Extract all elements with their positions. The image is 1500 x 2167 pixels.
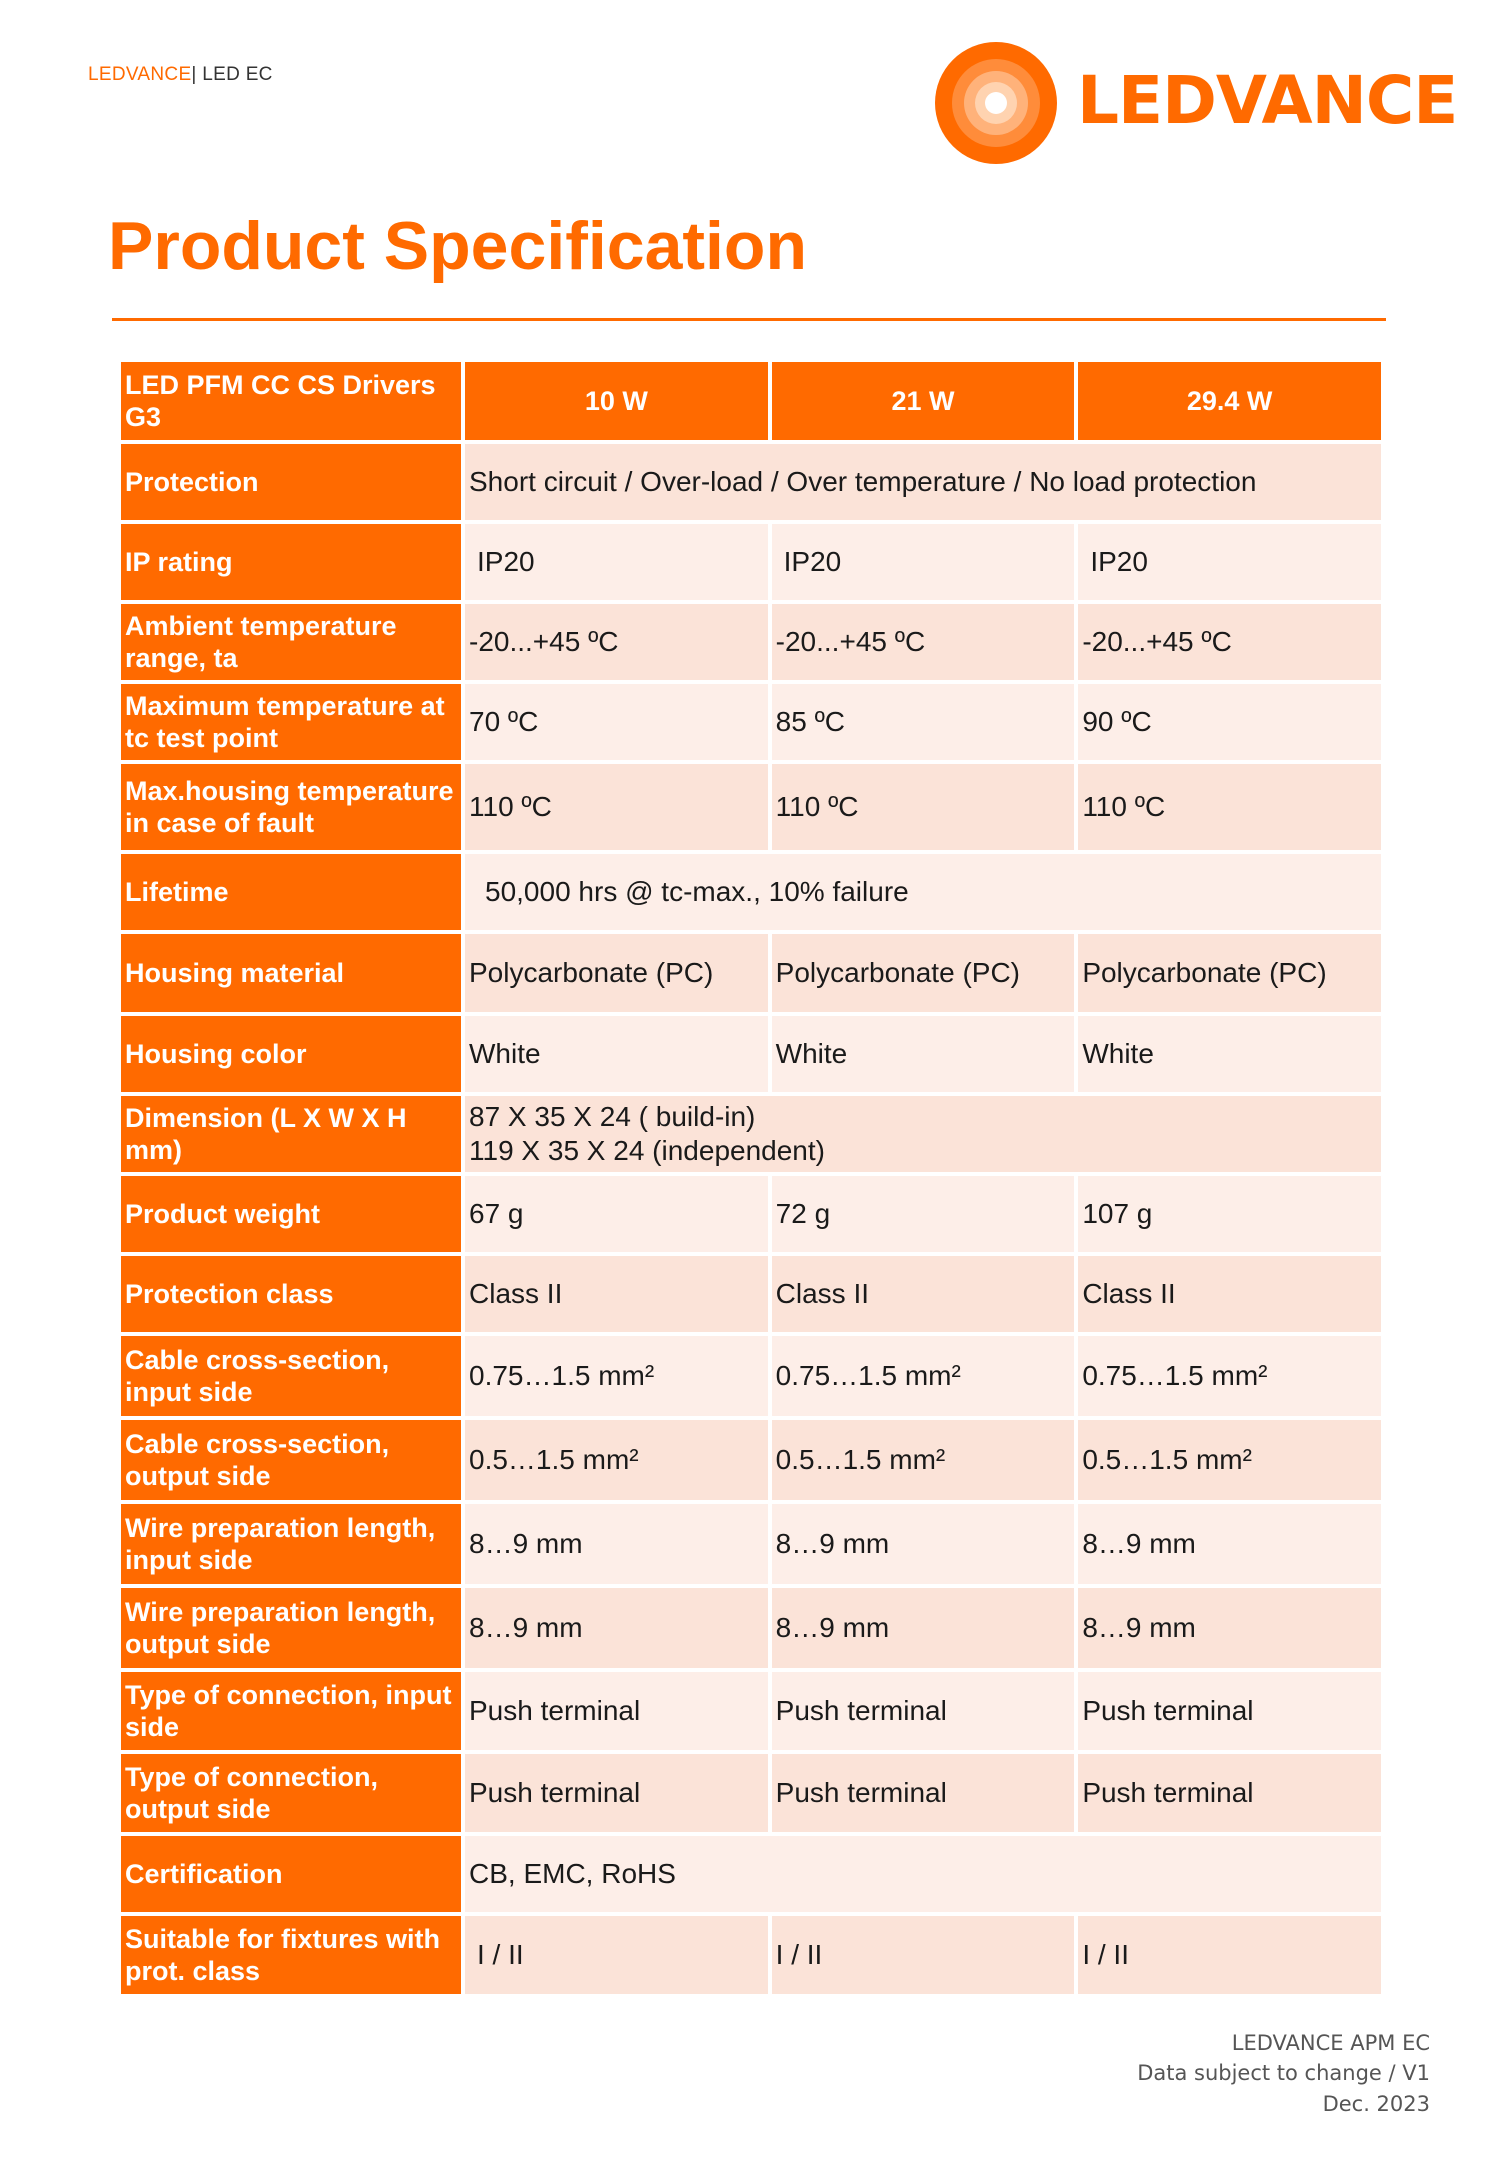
row-connection-input [121, 1672, 1381, 1750]
cell-21w: Polycarbonate (PC) [772, 934, 1075, 1012]
cell-10w: -20...+45 ºC [465, 604, 768, 680]
cell-10w: 8…9 mm [465, 1504, 768, 1584]
row-cable-output [121, 1420, 1381, 1500]
cell-29-4w: Class II [1078, 1256, 1381, 1332]
cell-21w: Push terminal [772, 1672, 1075, 1750]
row-dimension [121, 1096, 1381, 1172]
row-value-span [465, 1096, 1381, 1172]
row-suitable-fixtures [121, 1916, 1381, 1994]
logo-sun-icon [935, 42, 1057, 164]
cell-10w: 8…9 mm [465, 1588, 768, 1668]
row-label: Lifetime [121, 854, 461, 930]
row-wire-length-output [121, 1588, 1381, 1668]
row-label: Housing material [121, 934, 461, 1012]
cell-10w: 70 ºC [465, 684, 768, 760]
row-label: Dimension (L X W X H mm) [121, 1096, 461, 1172]
cell-29-4w: 8…9 mm [1078, 1588, 1381, 1668]
cell-29-4w: 0.75…1.5 mm² [1078, 1336, 1381, 1416]
brand-separator: | [191, 64, 197, 85]
spec-header-label: LED PFM CC CS Drivers G3 [121, 362, 461, 440]
row-label: Cable cross-section, input side [121, 1336, 461, 1416]
cell-21w: IP20 [772, 524, 1075, 600]
header-brandline [88, 64, 273, 86]
cell-29-4w: 90 ºC [1078, 684, 1381, 760]
row-max-housing-temperature [121, 764, 1381, 850]
row-wire-length-input [121, 1504, 1381, 1584]
dimension-build-in: 87 X 35 X 24 ( build-in) [469, 1101, 756, 1133]
column-21w: 21 W [772, 362, 1075, 440]
cell-29-4w: White [1078, 1016, 1381, 1092]
row-value-span: Short circuit / Over-load / Over temperature / No load protection [465, 444, 1381, 520]
cell-21w: I / II [772, 1916, 1075, 1994]
row-label: Type of connection, input side [121, 1672, 461, 1750]
row-cable-input [121, 1336, 1381, 1416]
cell-21w: 72 g [772, 1176, 1075, 1252]
row-max-temperature-tc [121, 684, 1381, 760]
cell-10w: Class II [465, 1256, 768, 1332]
brand-section: LED EC [196, 64, 273, 85]
spec-header-row [121, 362, 1381, 440]
ledvance-logo [935, 38, 1458, 168]
cell-10w: IP20 [465, 524, 768, 600]
row-label: Certification [121, 1836, 461, 1912]
cell-10w: 110 ºC [465, 764, 768, 850]
row-protection-class [121, 1256, 1381, 1332]
row-ambient-temperature [121, 604, 1381, 680]
row-label: Wire preparation length, input side [121, 1504, 461, 1584]
row-label: Maximum temperature at tc test point [121, 684, 461, 760]
cell-10w: Push terminal [465, 1672, 768, 1750]
cell-10w: 0.75…1.5 mm² [465, 1336, 768, 1416]
cell-10w: Push terminal [465, 1754, 768, 1832]
row-label: Suitable for fixtures with prot. class [121, 1916, 461, 1994]
row-product-weight [121, 1176, 1381, 1252]
cell-21w: 0.5…1.5 mm² [772, 1420, 1075, 1500]
row-value-span: 50,000 hrs @ tc-max., 10% failure [465, 854, 1381, 930]
page-footer [1137, 2028, 1430, 2119]
cell-29-4w: Push terminal [1078, 1754, 1381, 1832]
spec-table [117, 358, 1385, 1998]
row-label: Product weight [121, 1176, 461, 1252]
row-label: Type of connection, output side [121, 1754, 461, 1832]
cell-21w: Push terminal [772, 1754, 1075, 1832]
cell-21w: Class II [772, 1256, 1075, 1332]
cell-21w: White [772, 1016, 1075, 1092]
logo-wordmark: LEDVANCE [1077, 62, 1458, 139]
cell-29-4w: Polycarbonate (PC) [1078, 934, 1381, 1012]
footer-date: Dec. 2023 [1322, 2091, 1430, 2116]
dimension-independent: 119 X 35 X 24 (independent) [469, 1135, 825, 1166]
footer-company: LEDVANCE APM EC [1231, 2031, 1430, 2055]
cell-29-4w: -20...+45 ºC [1078, 604, 1381, 680]
cell-21w: 8…9 mm [772, 1504, 1075, 1584]
row-connection-output [121, 1754, 1381, 1832]
row-label: Ambient temperature range, ta [121, 604, 461, 680]
cell-21w: 85 ºC [772, 684, 1075, 760]
column-10w: 10 W [465, 362, 768, 440]
cell-10w: 67 g [465, 1176, 768, 1252]
row-housing-color [121, 1016, 1381, 1092]
row-label: Cable cross-section, output side [121, 1420, 461, 1500]
cell-21w: 110 ºC [772, 764, 1075, 850]
row-label: Max.housing temperature in case of fault [121, 764, 461, 850]
cell-29-4w: IP20 [1078, 524, 1381, 600]
cell-10w: I / II [465, 1916, 768, 1994]
cell-21w: -20...+45 ºC [772, 604, 1075, 680]
row-label: Housing color [121, 1016, 461, 1092]
row-label: IP rating [121, 524, 461, 600]
cell-10w: White [465, 1016, 768, 1092]
column-29-4w: 29.4 W [1078, 362, 1381, 440]
cell-21w: 0.75…1.5 mm² [772, 1336, 1075, 1416]
row-certification [121, 1836, 1381, 1912]
row-label: Protection [121, 444, 461, 520]
cell-10w: Polycarbonate (PC) [465, 934, 768, 1012]
row-ip-rating [121, 524, 1381, 600]
cell-29-4w: I / II [1078, 1916, 1381, 1994]
footer-disclaimer: Data subject to change / V1 [1137, 2061, 1430, 2086]
cell-29-4w: 110 ºC [1078, 764, 1381, 850]
title-divider [112, 318, 1386, 321]
page-title: Product Specification [108, 208, 807, 284]
row-protection [121, 444, 1381, 520]
cell-10w: 0.5…1.5 mm² [465, 1420, 768, 1500]
cell-29-4w: 107 g [1078, 1176, 1381, 1252]
cell-29-4w: 0.5…1.5 mm² [1078, 1420, 1381, 1500]
row-housing-material [121, 934, 1381, 1012]
brand-name: LEDVANCE [88, 64, 192, 85]
cell-21w: 8…9 mm [772, 1588, 1075, 1668]
row-label: Protection class [121, 1256, 461, 1332]
row-value-span: CB, EMC, RoHS [465, 1836, 1381, 1912]
cell-29-4w: 8…9 mm [1078, 1504, 1381, 1584]
row-label: Wire preparation length, output side [121, 1588, 461, 1668]
row-lifetime [121, 854, 1381, 930]
cell-29-4w: Push terminal [1078, 1672, 1381, 1750]
